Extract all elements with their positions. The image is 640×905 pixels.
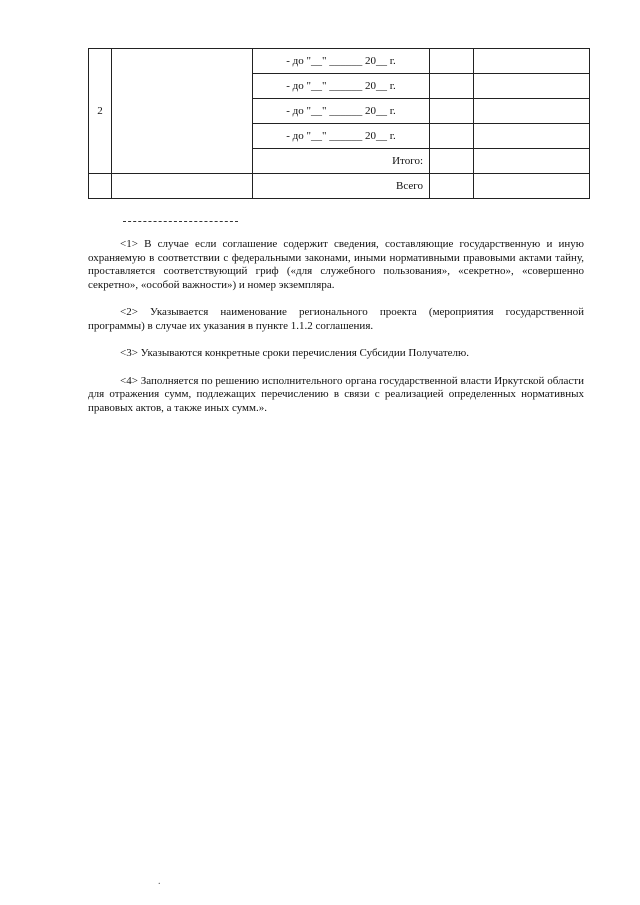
amount-cell xyxy=(430,74,474,99)
page-mark: . xyxy=(158,876,161,887)
footnotes xyxy=(88,238,584,429)
name-cell xyxy=(112,49,253,174)
term-cell: - до "__" ______ 20__ г. xyxy=(253,74,430,99)
empty-cell xyxy=(112,174,253,199)
note-cell xyxy=(474,99,590,124)
empty-cell xyxy=(89,174,112,199)
note-cell xyxy=(474,124,590,149)
term-cell: - до "__" ______ 20__ г. xyxy=(253,49,430,74)
footnote: <1> В случае если соглашение содержит сведения, составляющие государственную и иную охраняемую в соответствии с федеральными законами, иными нормативными правовыми актами тайну, проставляется соответствующий гриф («для служебного пользования», «секретно», «совершенно секретно», «особой важности») и номер экземпляра. xyxy=(88,238,584,291)
footnote: <3> Указываются конкретные сроки перечисления Субсидии Получателю. xyxy=(120,347,469,359)
amount-cell xyxy=(430,99,474,124)
subtotal-note-cell xyxy=(474,149,590,174)
total-note-cell xyxy=(474,174,590,199)
subtotal-label: Итого: xyxy=(253,149,430,174)
subtotal-amount-cell xyxy=(430,149,474,174)
subsidy-schedule-table xyxy=(88,48,590,199)
amount-cell xyxy=(430,49,474,74)
note-cell xyxy=(474,74,590,99)
term-cell: - до "__" ______ 20__ г. xyxy=(253,99,430,124)
table-row xyxy=(89,174,590,199)
row-number-cell: 2 xyxy=(89,49,112,174)
footnote: <2> Указывается наименование регионального проекта (мероприятия государственной программы) в случае их указания в пункте 1.1.2 соглашения. xyxy=(88,306,584,332)
footnote-separator xyxy=(123,221,238,222)
footnote: <4> Заполняется по решению исполнительного органа государственной власти Иркутской области для отражения сумм, подлежащих перечислению в связи с реализацией определенных нормативных правовых актов, а также иных сумм.». xyxy=(88,374,584,414)
amount-cell xyxy=(430,124,474,149)
total-amount-cell xyxy=(430,174,474,199)
table-row xyxy=(89,49,590,74)
note-cell xyxy=(474,49,590,74)
term-cell: - до "__" ______ 20__ г. xyxy=(253,124,430,149)
total-label: Всего xyxy=(253,174,430,199)
